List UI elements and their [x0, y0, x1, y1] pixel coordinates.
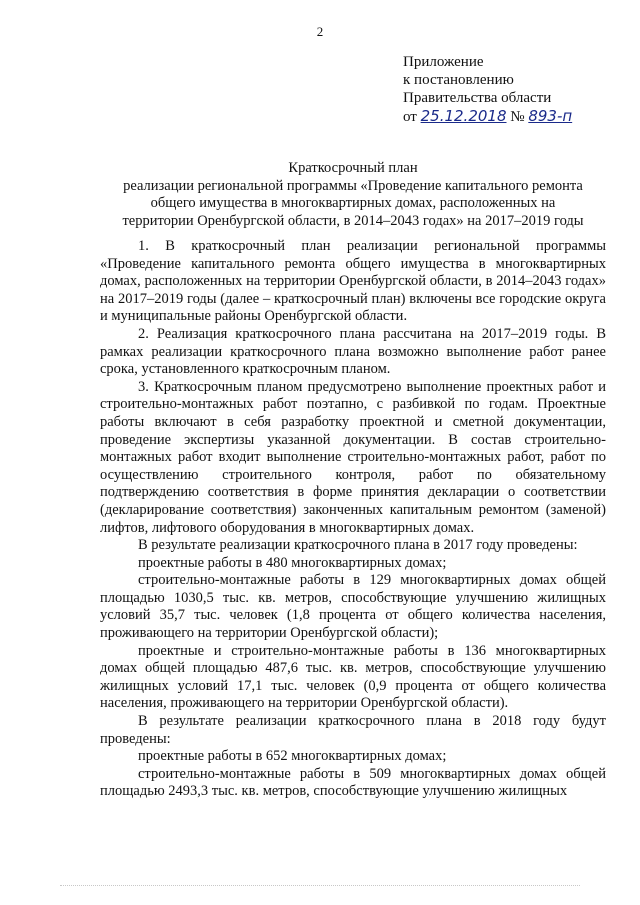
title-line: территории Оренбургской области, в 2014–2043 годах» на 2017–2019 годы: [122, 212, 584, 229]
paragraph: строительно-монтажные работы в 509 многоквартирных домах общей площадью 2493,3 тыс. кв. метров, способствующие улучшению жилищных: [100, 765, 606, 800]
paragraph: проектные работы в 480 многоквартирных домах;: [138, 554, 447, 571]
appendix-line: Приложение: [403, 54, 484, 70]
appendix-line: к постановлению: [403, 72, 514, 88]
number-sign: №: [510, 109, 525, 125]
paragraph: проектные и строительно-монтажные работы в 136 многоквартирных домах общей площадью 487,6 тыс. кв. метров, способствующие улучшению жилищных условий 17,1 тыс. человек (0,9 процента от общего количества населения, проживающего на территории Оренбургской области).: [100, 642, 606, 712]
paragraph: 2. Реализация краткосрочного плана рассчитана на 2017–2019 годы. В рамках реализации краткосрочного плана возможно выполнение работ ранее срока, установленного краткосрочным планом.: [100, 325, 606, 378]
paragraph: 3. Краткосрочным планом предусмотрено выполнение проектных работ и строительно-монтажных работ поэтапно, с разбивкой по годам. Проектные работы включают в себя разработку проектной и сметной документации, проведение экспертизы указанной документации. В состав строительно-монтажных работ входит выполнение строительно-монтажных работ, работ по осуществлению строительного контроля, работ по обязательному подтверждению соответствия в форме принятия декларации о соответствии (декларирование соответствия) законченных капитальным ремонтом (заменой) лифтов, лифтового оборудования в многоквартирных домах.: [100, 378, 606, 536]
document-body: [100, 238, 606, 801]
paragraph: 1. В краткосрочный план реализации региональной программы «Проведение капитального ремонта общего имущества в многоквартирных домах, расположенных на территории Оренбургской области, в 2014–2043 годах» на 2017–2019 годы (далее – краткосрочный план) включены все городские округа и муниципальные районы Оренбургской области.: [100, 238, 606, 325]
handwritten-number: 893-п: [528, 107, 573, 125]
appendix-line: Правительства области: [403, 90, 552, 106]
paragraph: В результате реализации краткосрочного плана в 2018 году будут проведены:: [100, 713, 606, 747]
handwritten-date: 25.12.2018: [420, 107, 507, 125]
page-number: 2: [316, 24, 324, 39]
paragraph: строительно-монтажные работы в 129 многоквартирных домах общей площадью 1030,5 тыс. кв. метров, способствующие улучшению жилищных условий 35,7 тыс. человек (1,8 процента от общего количества населения, проживающего на территории Оренбургской области);: [100, 572, 606, 642]
document-title: [100, 160, 606, 230]
scan-footer-divider: [60, 885, 580, 887]
paragraph: проектные работы в 652 многоквартирных домах;: [138, 748, 447, 765]
appendix-date-line: [403, 107, 572, 126]
title-line: Краткосрочный план: [288, 160, 418, 176]
date-prefix: от: [403, 109, 417, 125]
title-line: реализации региональной программы «Проведение капитального ремонта: [123, 177, 583, 194]
title-line: общего имущества в многоквартирных домах, расположенных на: [150, 195, 556, 211]
appendix-header: [403, 53, 572, 126]
paragraph: В результате реализации краткосрочного плана в 2017 году проведены:: [138, 537, 578, 554]
